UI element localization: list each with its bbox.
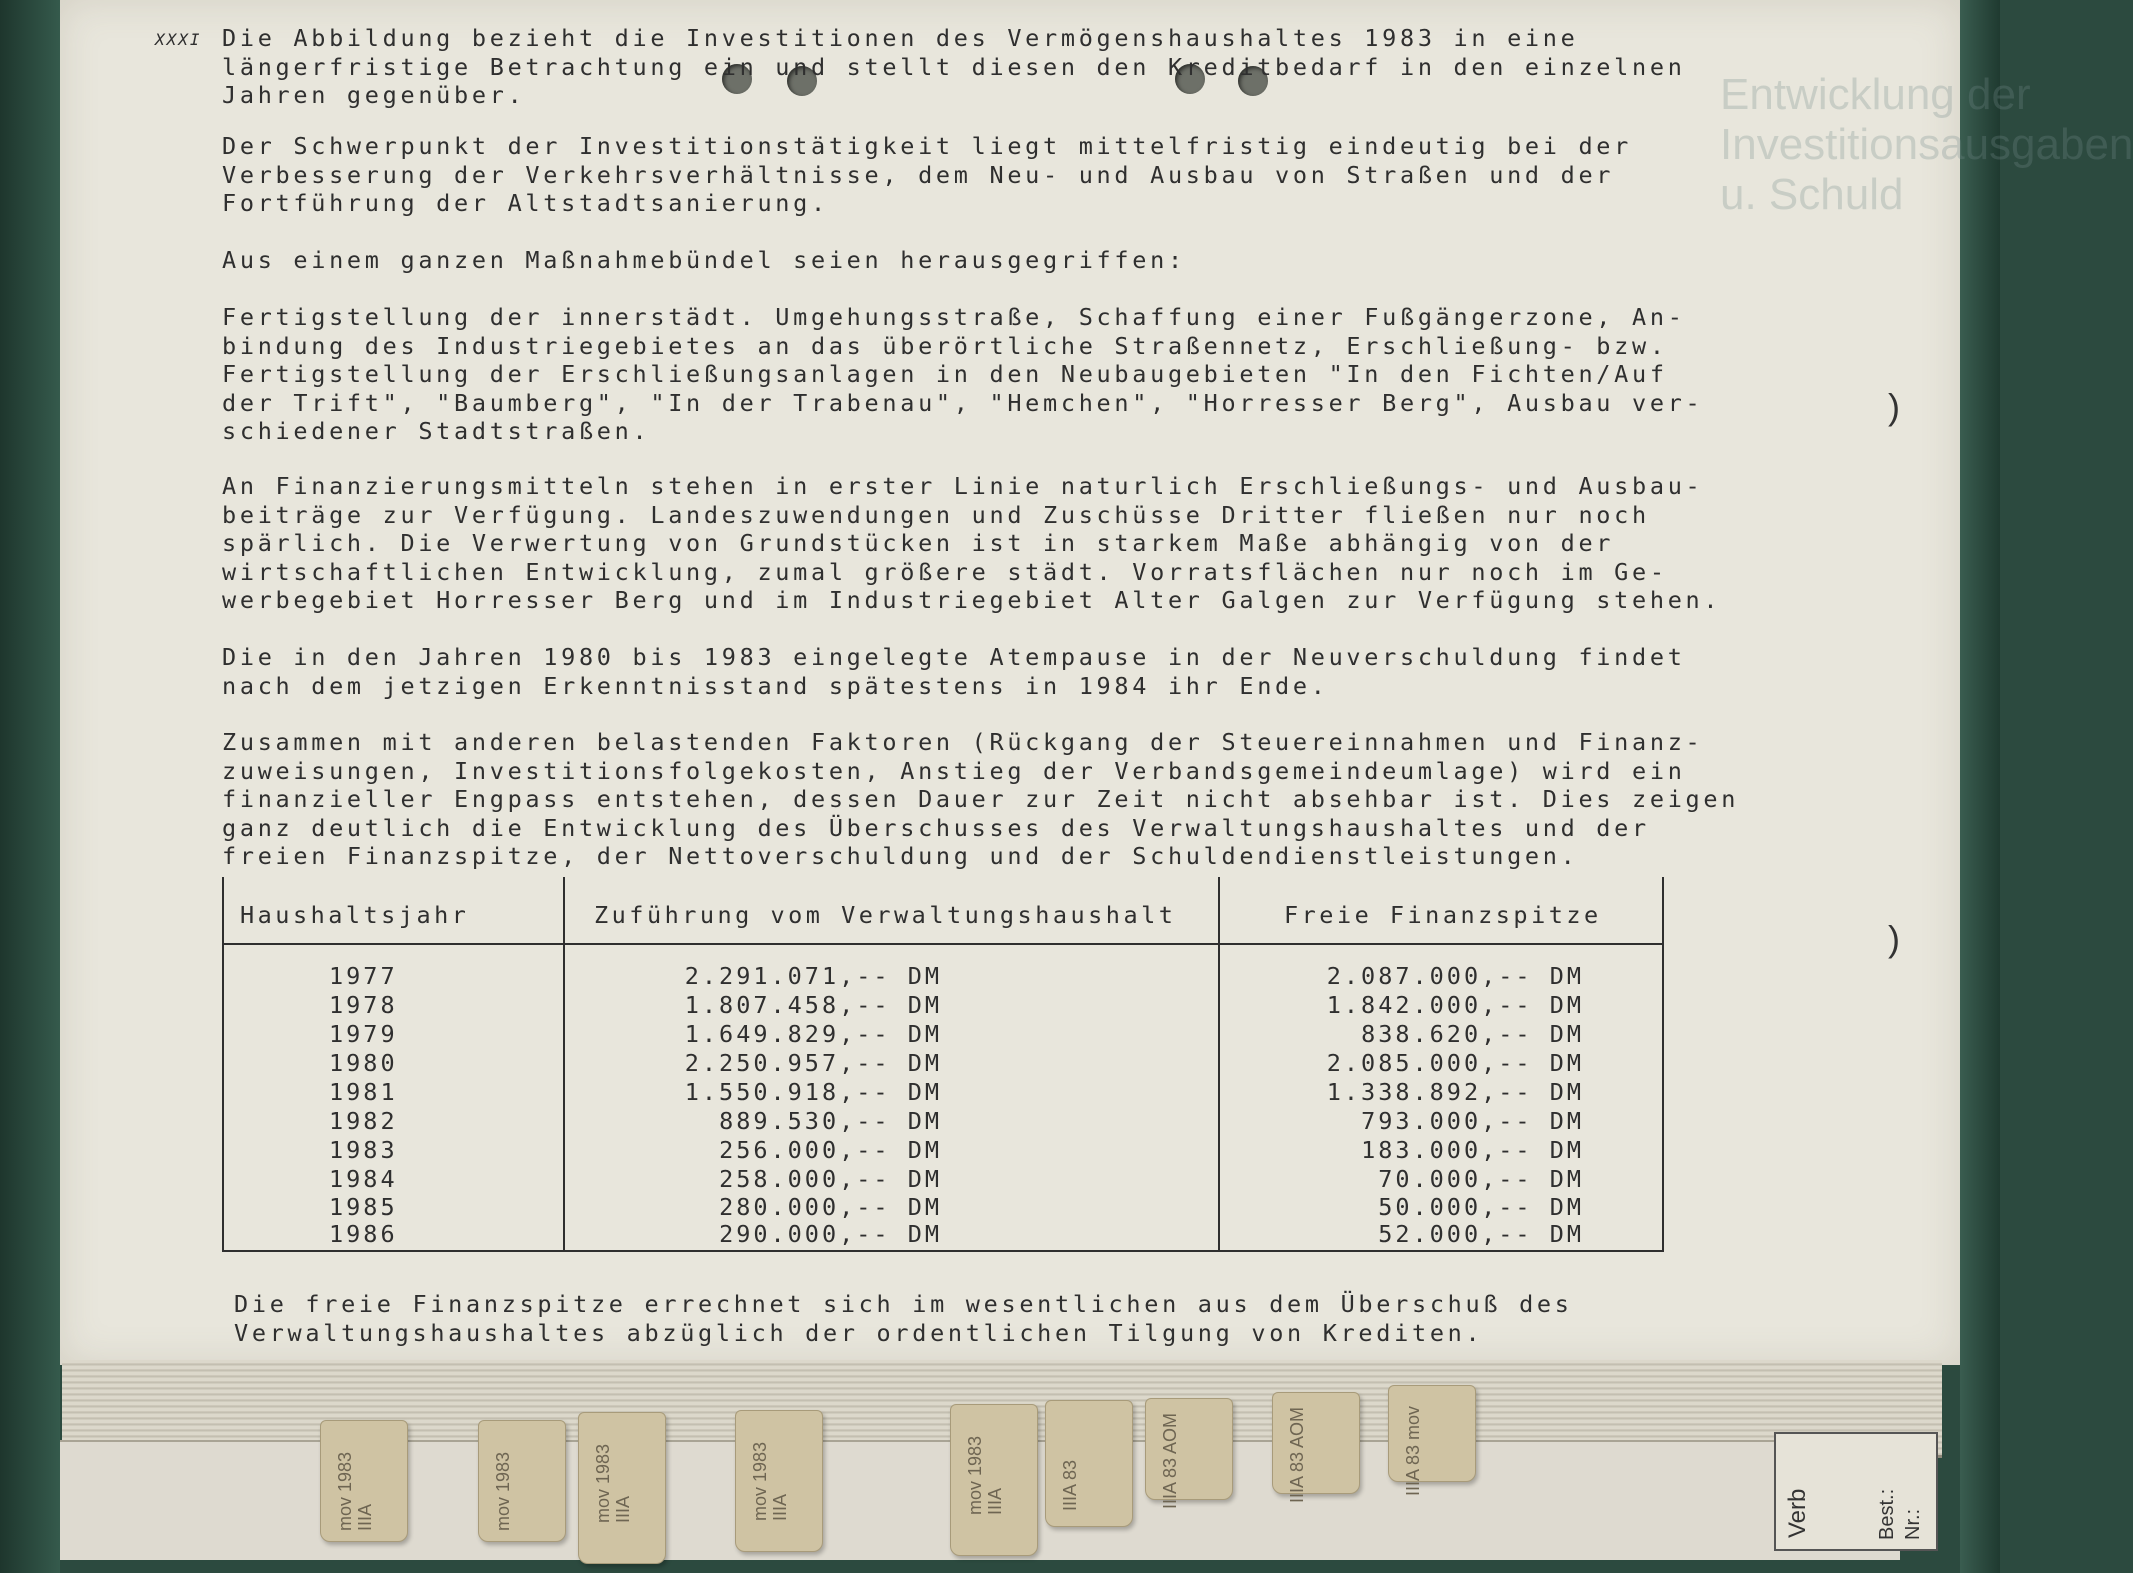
card-best-label (1874, 1440, 1930, 1540)
index-tab[interactable]: mov 1983 IIIA (950, 1404, 1038, 1556)
cell-year: 1978 (329, 991, 398, 1019)
paragraph-measures: Fertigstellung der innerstädt. Umgehungsstraße, Schaffung einer Fußgängerzone, An- bindung des Industriegebietes an das überörtliche Straßennetz, Erschließung- bzw. Fertigstellung der Erschließungsanlagen in den Neubaugebieten "In den Fichten/Auf der Trift", "Baumberg", "In der Trabenau", "Hemchen", "Horresser Berg", Ausbau ver- schiedener Stadtstraßen. (222, 303, 1704, 446)
card-verb-label: Verb (1784, 1488, 1811, 1538)
cell-zufuehrung: 1.649.829,-- DM (684, 1020, 942, 1048)
page-mark-paren: ) (1888, 918, 1900, 959)
index-tab[interactable]: IIIA 83 AOM (1145, 1398, 1233, 1500)
cell-zufuehrung: 2.250.957,-- DM (684, 1049, 942, 1077)
card-best-text: Best.: (1876, 1488, 1898, 1540)
header-finanzspitze: Freie Finanzspitze (1284, 901, 1602, 929)
budget-table (222, 877, 1664, 1252)
cell-year: 1977 (329, 962, 398, 990)
cell-finanzspitze: 183.000,-- DM (1361, 1136, 1584, 1164)
header-zufuehrung: Zuführung vom Verwaltungshaushalt (594, 901, 1177, 929)
cell-finanzspitze: 2.085.000,-- DM (1326, 1049, 1584, 1077)
index-tab[interactable]: mov 1983 IIIA (735, 1410, 823, 1552)
cell-year: 1986 (329, 1220, 398, 1248)
cell-finanzspitze: 838.620,-- DM (1361, 1020, 1584, 1048)
cell-finanzspitze: 2.087.000,-- DM (1326, 962, 1584, 990)
bleed-through-heading: Entwicklung der Investitionsausgaben u. Schuld (1720, 70, 2133, 219)
cell-zufuehrung: 258.000,-- DM (719, 1165, 942, 1193)
table-column-divider (563, 877, 565, 1250)
binder-label-card (1774, 1432, 1938, 1551)
cell-zufuehrung: 2.291.071,-- DM (684, 962, 942, 990)
cell-zufuehrung: 889.530,-- DM (719, 1107, 942, 1135)
index-tab[interactable]: IIIA 83 (1045, 1400, 1133, 1527)
cell-zufuehrung: 1.807.458,-- DM (684, 991, 942, 1019)
cell-year: 1979 (329, 1020, 398, 1048)
page-mark-paren: ) (1888, 386, 1900, 427)
index-tab[interactable]: IIIA 83 AOM (1272, 1392, 1360, 1494)
page-marker: XXXI (155, 30, 202, 49)
index-tab[interactable]: mov 1983 (478, 1420, 566, 1542)
cell-zufuehrung: 280.000,-- DM (719, 1193, 942, 1221)
cell-finanzspitze: 793.000,-- DM (1361, 1107, 1584, 1135)
index-tab[interactable]: mov 1983 IIIA (578, 1412, 666, 1564)
binder-right-edge (1960, 0, 2000, 1573)
cell-zufuehrung: 290.000,-- DM (719, 1220, 942, 1248)
cell-year: 1982 (329, 1107, 398, 1135)
cell-finanzspitze: 1.338.892,-- DM (1326, 1078, 1584, 1106)
cell-year: 1980 (329, 1049, 398, 1077)
paragraph-intro: Die Abbildung bezieht die Investitionen des Vermögenshaushaltes 1983 in eine längerfristige Betrachtung ein und stellt diesen den Kreditbedarf in den einzelnen Jahren gegenüber. (222, 24, 1686, 110)
cell-finanzspitze: 1.842.000,-- DM (1326, 991, 1584, 1019)
cell-year: 1985 (329, 1193, 398, 1221)
cell-finanzspitze: 50.000,-- DM (1378, 1193, 1584, 1221)
cell-zufuehrung: 1.550.918,-- DM (684, 1078, 942, 1106)
index-tab[interactable]: mov 1983 IIIA (320, 1420, 408, 1542)
binder-spine (0, 0, 60, 1573)
footnote: Die freie Finanzspitze errechnet sich im wesentlichen aus dem Überschuß des Verwaltungshaushaltes abzüglich der ordentlichen Tilgung von Krediten. (234, 1290, 1573, 1347)
index-tab[interactable]: IIIA 83 mov (1388, 1385, 1476, 1482)
cell-year: 1984 (329, 1165, 398, 1193)
table-column-divider (1218, 877, 1220, 1250)
cell-finanzspitze: 52.000,-- DM (1378, 1220, 1584, 1248)
paragraph-debt-pause: Die in den Jahren 1980 bis 1983 eingelegte Atempause in der Neuverschuldung findet nach dem jetzigen Erkenntnisstand spätestens in 1984 ihr Ende. (222, 643, 1686, 700)
paragraph-bottleneck: Zusammen mit anderen belastenden Faktoren (Rückgang der Steuereinnahmen und Finanz- zuweisungen, Investitionsfolgekosten, Anstieg der Verbandsgemeindeumlage) wird ein finanzieller Engpass entstehen, dessen Dauer zur Zeit nicht absehbar ist. Dies zeigen ganz deutlich die Entwicklung des Überschusses des Verwaltungshaushaltes und der freien Finanzspitze, der Nettoverschuldung und der Schuldendienstleistungen. (222, 728, 1740, 871)
paragraph-financing: An Finanzierungsmitteln stehen in erster Linie naturlich Erschließungs- und Ausbau- beiträge zur Verfügung. Landeszuwendungen und Zuschüsse Dritter fließen nur noch spärlich. Die Verwertung von Grundstücken ist in starkem Maße abhängig von der wirtschaftlichen Entwicklung, zumal größere städt. Vorratsflächen nur noch im Ge- werbegebiet Horresser Berg und im Industriegebiet Alter Galgen zur Verfügung stehen. (222, 472, 1722, 615)
cell-year: 1983 (329, 1136, 398, 1164)
cell-finanzspitze: 70.000,-- DM (1378, 1165, 1584, 1193)
paragraph-focus: Der Schwerpunkt der Investitionstätigkeit liegt mittelfristig eindeutig bei der Verbesserung der Verkehrsverhältnisse, dem Neu- und Ausbau von Straßen und der Fortführung der Altstadtsanierung. (222, 132, 1633, 218)
header-haushaltsjahr: Haushaltsjahr (240, 901, 470, 929)
card-nr-text: Nr.: (1902, 1508, 1924, 1540)
cell-year: 1981 (329, 1078, 398, 1106)
table-header-rule (224, 943, 1662, 945)
paragraph-selection: Aus einem ganzen Maßnahmebündel seien herausgegriffen: (222, 246, 1186, 274)
cell-zufuehrung: 256.000,-- DM (719, 1136, 942, 1164)
